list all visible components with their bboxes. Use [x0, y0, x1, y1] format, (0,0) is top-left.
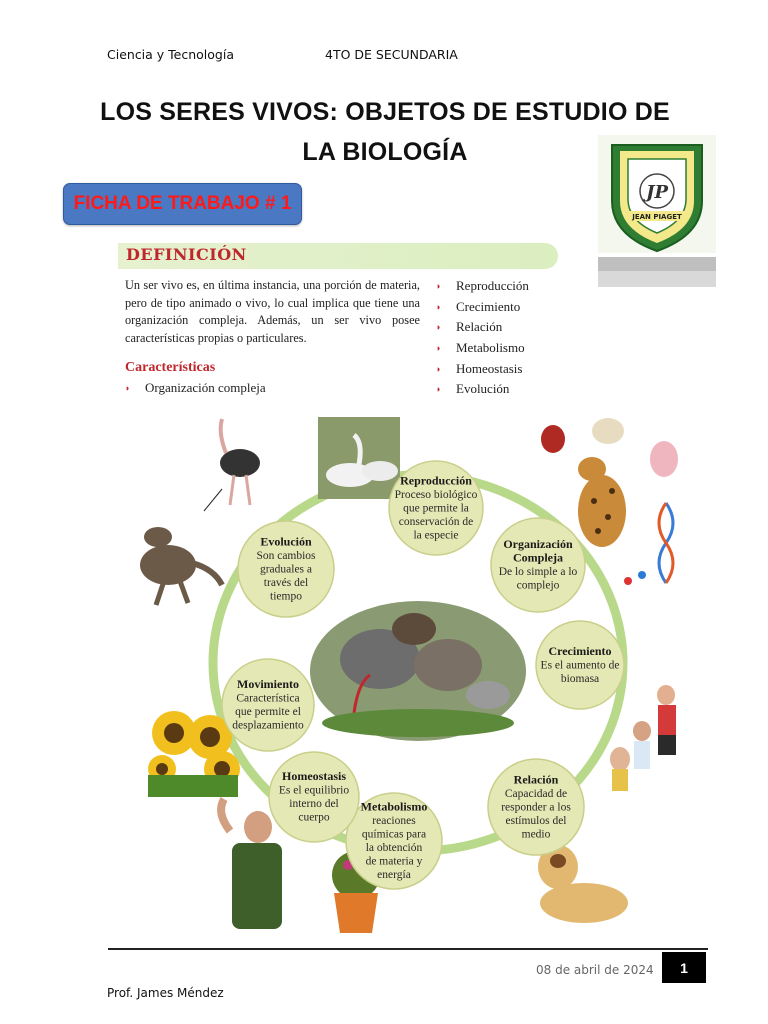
- life-characteristics-diagram: [118, 413, 708, 943]
- node-description: través del: [263, 576, 309, 589]
- node-organizacion-compleja: [491, 518, 585, 612]
- node-description: Es el aumento de: [540, 659, 620, 672]
- organs-illustration: [541, 418, 678, 477]
- node-description: Proceso biológico: [394, 488, 478, 501]
- node-title: Movimiento: [237, 677, 299, 691]
- characteristic-label: Evolución: [456, 381, 510, 397]
- bullet-icon: ◗: [436, 322, 442, 333]
- node-description: interno del: [289, 798, 339, 810]
- definition-heading: DEFINICIÓN: [126, 245, 247, 264]
- node-description: que permite la: [403, 502, 469, 515]
- characteristic-item: [436, 379, 529, 400]
- school-logo: [598, 135, 716, 287]
- title-line-1: LOS SERES VIVOS: OBJETOS DE ESTUDIO DE: [100, 98, 670, 126]
- characteristic-label: Crecimiento: [456, 298, 521, 314]
- node-description: Es el equilibrio: [278, 784, 350, 797]
- node-circle: [491, 518, 585, 612]
- bullet-icon: ◗: [125, 383, 131, 393]
- ostrich-illustration: [204, 419, 260, 511]
- node-evolucion: [238, 521, 334, 617]
- bullet-icon: ◗: [436, 301, 442, 312]
- node-description: cuerpo: [298, 811, 330, 824]
- bullet-icon: ◗: [436, 384, 442, 395]
- node-reproduccion: [389, 461, 483, 555]
- node-title: Reproducción: [400, 473, 472, 488]
- swans-illustration: [318, 417, 400, 499]
- node-description: graduales a: [259, 563, 313, 576]
- characteristic-label: Reproducción: [456, 278, 529, 294]
- node-description: Capacidad de: [504, 787, 568, 800]
- footer-date: 08 de abril de 2024: [536, 963, 654, 977]
- characteristic-item: [436, 358, 529, 379]
- characteristic-label: Metabolismo: [456, 340, 525, 356]
- footer-author: Prof. James Méndez: [107, 986, 224, 1000]
- node-description: biomasa: [560, 672, 600, 685]
- page-title: [90, 92, 680, 172]
- header-subject: Ciencia y Tecnología: [107, 47, 234, 62]
- animals-collage-illustration: [310, 601, 526, 741]
- characteristic-label: Relación: [456, 319, 503, 335]
- node-description: de materia y: [365, 855, 423, 868]
- node-description: conservación de: [398, 515, 474, 528]
- node-description: químicas para: [361, 828, 427, 841]
- man-illustration: [221, 799, 282, 929]
- characteristic-item: [436, 276, 529, 297]
- header-grade: 4TO DE SECUNDARIA: [325, 47, 458, 62]
- node-title: Organización: [503, 537, 573, 551]
- bullet-icon: ◗: [436, 343, 442, 354]
- node-title: Relación: [513, 772, 559, 787]
- node-description: De lo simple a lo: [498, 566, 578, 578]
- characteristic-label: Homeostasis: [456, 360, 523, 376]
- node-description: estímulos del: [505, 814, 567, 827]
- jaguar-illustration: [578, 457, 626, 547]
- node-title: Crecimiento: [548, 643, 612, 658]
- characteristic-label: Organización compleja: [145, 380, 266, 395]
- bullet-icon: ◗: [436, 363, 442, 374]
- logo-name: JEAN PIAGET: [632, 213, 682, 221]
- characteristic-item: [436, 317, 529, 338]
- node-description: que permite el: [235, 706, 301, 718]
- characteristic-item: [436, 297, 529, 318]
- node-description: Son cambios: [256, 549, 316, 562]
- characteristics-heading: Características: [125, 360, 216, 375]
- node-description: energía: [377, 869, 411, 881]
- node-description: la obtención: [365, 842, 423, 854]
- node-relacion: [488, 759, 584, 855]
- node-title: Evolución: [260, 534, 312, 549]
- logo-initials: JP: [645, 182, 669, 203]
- footer-rule: [108, 948, 708, 950]
- node-title: Homeostasis: [282, 769, 346, 783]
- node-movimiento: [222, 659, 314, 751]
- dinosaur-illustration: [140, 527, 222, 605]
- title-line-2: LA BIOLOGÍA: [302, 138, 468, 166]
- node-crecimiento: [536, 621, 624, 709]
- node-description: Característica: [236, 692, 300, 705]
- characteristic-item: [125, 380, 266, 396]
- node-description: reaciones: [372, 815, 416, 827]
- node-title: Metabolismo: [360, 799, 428, 814]
- characteristic-item: [436, 338, 529, 359]
- node-description: complejo: [516, 579, 560, 592]
- node-circle: [269, 752, 359, 842]
- characteristics-list: [436, 276, 529, 400]
- definition-paragraph: Un ser vivo es, en última instancia, una porción de materia, pero de tipo animado o vivo, lo cual implica que tiene una organización compleja. Además, un ser vivo posee características propias o particulares.: [125, 278, 420, 345]
- node-description: desplazamiento: [232, 719, 304, 732]
- node-metabolismo: [346, 793, 442, 889]
- worksheet-badge: FICHA DE TRABAJO # 1: [63, 183, 302, 225]
- node-description: responder a los: [501, 801, 571, 814]
- node-homeostasis: [269, 752, 359, 842]
- node-description: medio: [521, 828, 551, 841]
- lion-illustration: [538, 845, 628, 923]
- node-title: Compleja: [513, 550, 563, 565]
- dna-illustration: [624, 503, 673, 585]
- node-description: tiempo: [270, 590, 302, 603]
- bullet-icon: ◗: [436, 281, 442, 292]
- page-number: 1: [662, 952, 706, 983]
- node-description: la especie: [413, 529, 459, 542]
- node-circle: [222, 659, 314, 751]
